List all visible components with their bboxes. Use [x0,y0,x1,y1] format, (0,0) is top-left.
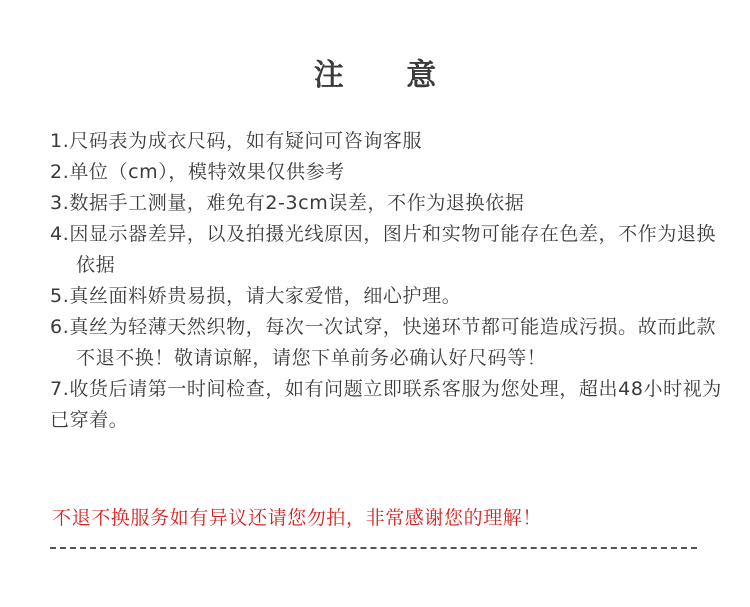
note-item [50,126,730,157]
page-title: 注 意 [313,58,463,93]
note-text: 真丝为轻薄天然织物，每次一次试穿，快递环节都可能造成污损。故而此款不退不换！敬请谅解，请您下单前务必确认好尺码等！ [69,316,717,369]
note-item [50,188,730,219]
note-text: 因显示器差异，以及拍摄光线原因，图片和实物可能存在色差，不作为退换依据 [69,223,717,276]
note-text: 收货后请第一时间检查，如有问题立即联系客服为您处理，超出48小时视为已穿着。 [50,378,722,431]
note-number: 1. [50,130,70,152]
note-item [50,374,730,436]
note-number: 7. [50,378,70,400]
note-item [50,281,730,312]
note-item [50,219,730,281]
note-number: 6. [50,316,70,338]
notes-list [50,126,730,436]
note-item [50,157,730,188]
no-return-warning: 不退不换服务如有异议还请您勿拍，非常感谢您的理解！ [52,507,543,529]
note-text: 真丝面料娇贵易损，请大家爱惜，细心护理。 [69,285,462,307]
note-text: 数据手工测量，难免有2-3cm误差，不作为退换依据 [69,192,525,214]
note-number: 4. [50,223,70,245]
note-number: 3. [50,192,70,214]
note-number: 5. [50,285,70,307]
note-text: 单位（cm），模特效果仅供参考 [69,161,345,183]
dashed-divider [50,547,697,549]
note-number: 2. [50,161,70,183]
note-item [50,312,730,374]
note-text: 尺码表为成衣尺码，如有疑问可咨询客服 [69,130,423,152]
